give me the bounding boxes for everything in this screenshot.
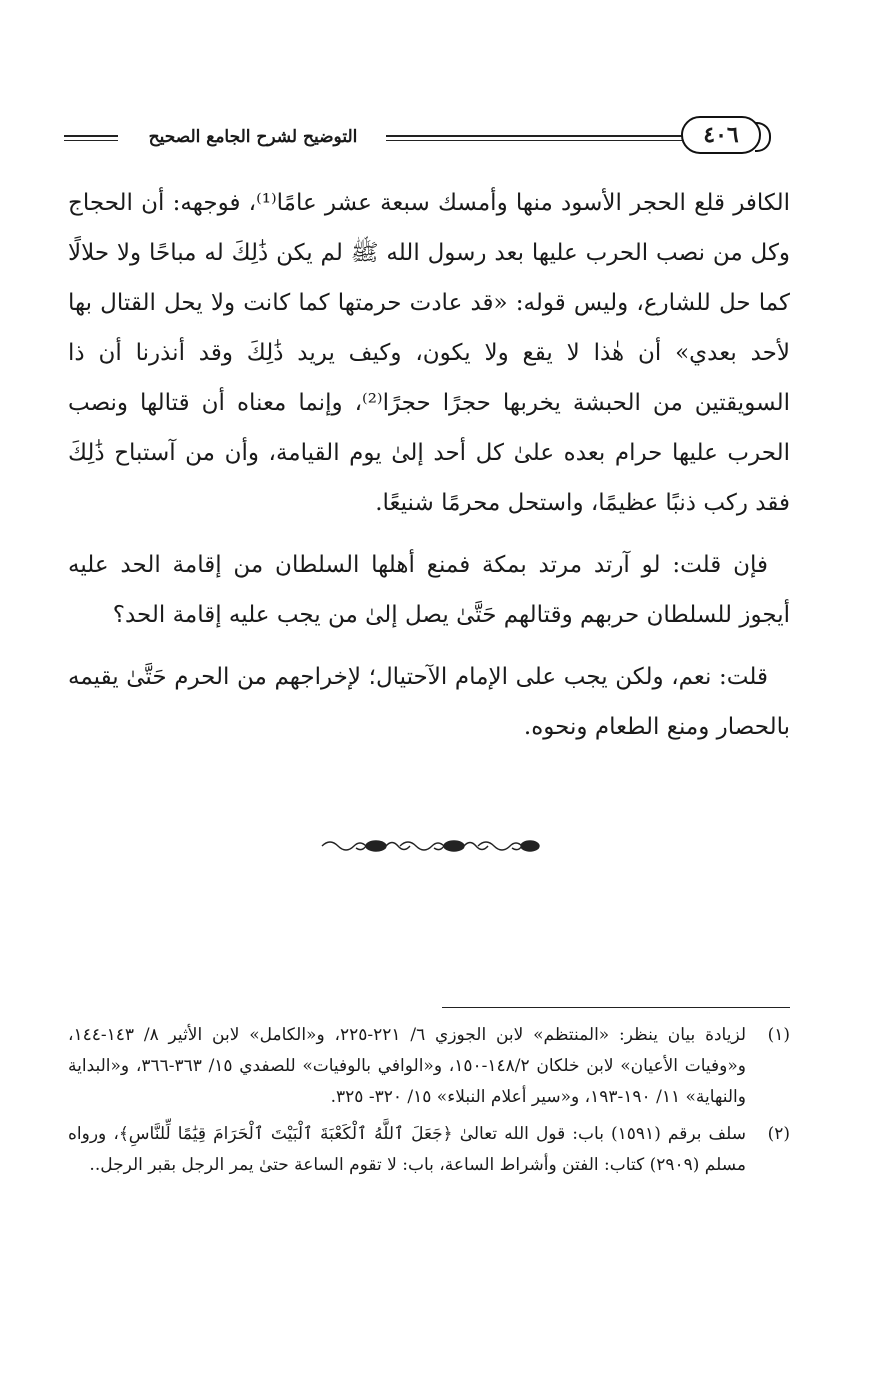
running-header — [64, 112, 791, 164]
footnote-separator — [442, 1007, 790, 1008]
footnote-marker: (٢) — [767, 1124, 790, 1144]
header-rule-middle — [386, 135, 712, 141]
footnote — [68, 1020, 790, 1113]
footnote — [68, 1119, 790, 1181]
footnote-text: سلف برقم (١٥٩١) باب: قول الله تعالىٰ ﴿جَعَلَ ٱللَّهُ ٱلْكَعْبَةَ ٱلْبَيْتَ ٱلْحَرَامَ قِيَٰمًا لِّلنَّاسِ﴾، ورواه مسلم (٢٩٠٩) كتاب: الفتن وأشراط الساعة، باب: لا تقوم الساعة حتىٰ يمر الرجل بقبر الرجل.. — [68, 1124, 746, 1175]
footnote-text: لزيادة بيان ينظر: «المنتظم» لابن الجوزي ٦/ ٢٢١-٢٢٥، و«الكامل» لابن الأثير ٨/ ١٤٣-١٤٤، و«وفيات الأعيان» لابن خلكان ١٤٨/٢-١٥٠، و«الوافي بالوفيات» للصفدي ١٥/ ٣٦٣-٣٦٦، و«البداية والنهاية» ١١/ ١٩٠-١٩٣، و«سير أعلام النبلاء» ١٥/ ٣٢٠- ٣٢٥. — [68, 1025, 747, 1107]
page-number: ٤٠٦ — [681, 116, 761, 154]
book-title: التوضيح لشرح الجامع الصحيح — [148, 127, 358, 147]
main-text — [68, 178, 790, 752]
paragraph: الكافر قلع الحجر الأسود منها وأمسك سبعة عشر عامًا⁽¹⁾، فوجهه: أن الحجاج وكل من نصب الحرب عليها بعد رسول الله ﷺ لم يكن ذَٰلِكَ له مباحًا ولا حلالًا كما حل للشارع، وليس قوله: «قد عادت حرمتها كما كانت ولا يحل القتال بها لأحد بعدي» أن هٰذا لا يقع ولا يكون، وكيف يريد ذَٰلِكَ وقد أنذرنا أن ذا السويقتين من الحبشة يخربها حجرًا حجرًا⁽²⁾، وإنما معناه أن قتالها ونصب الحرب عليها حرام بعده علىٰ كل أحد إلىٰ يوم القيامة، وأن من آستباح ذَٰلِكَ فقد ركب ذنبًا عظيمًا، واستحل محرمًا شنيعًا. — [68, 190, 791, 516]
paragraph: فإن قلت: لو آرتد مرتد بمكة فمنع أهلها السلطان من إقامة الحد عليه أيجوز للسلطان حربهم وقتالهم حَتَّىٰ يصل إلىٰ من يجب عليه إقامة الحد؟ — [68, 552, 790, 628]
paragraph: قلت: نعم، ولكن يجب على الإمام الآحتيال؛ لإخراجهم من الحرم حَتَّىٰ يقيمه بالحصار ومنع الطعام ونحوه. — [68, 664, 790, 740]
section-divider-ornament — [318, 833, 550, 859]
footnotes — [68, 1020, 790, 1187]
footnote-marker: (١) — [767, 1025, 790, 1045]
header-rule-left — [64, 135, 118, 141]
